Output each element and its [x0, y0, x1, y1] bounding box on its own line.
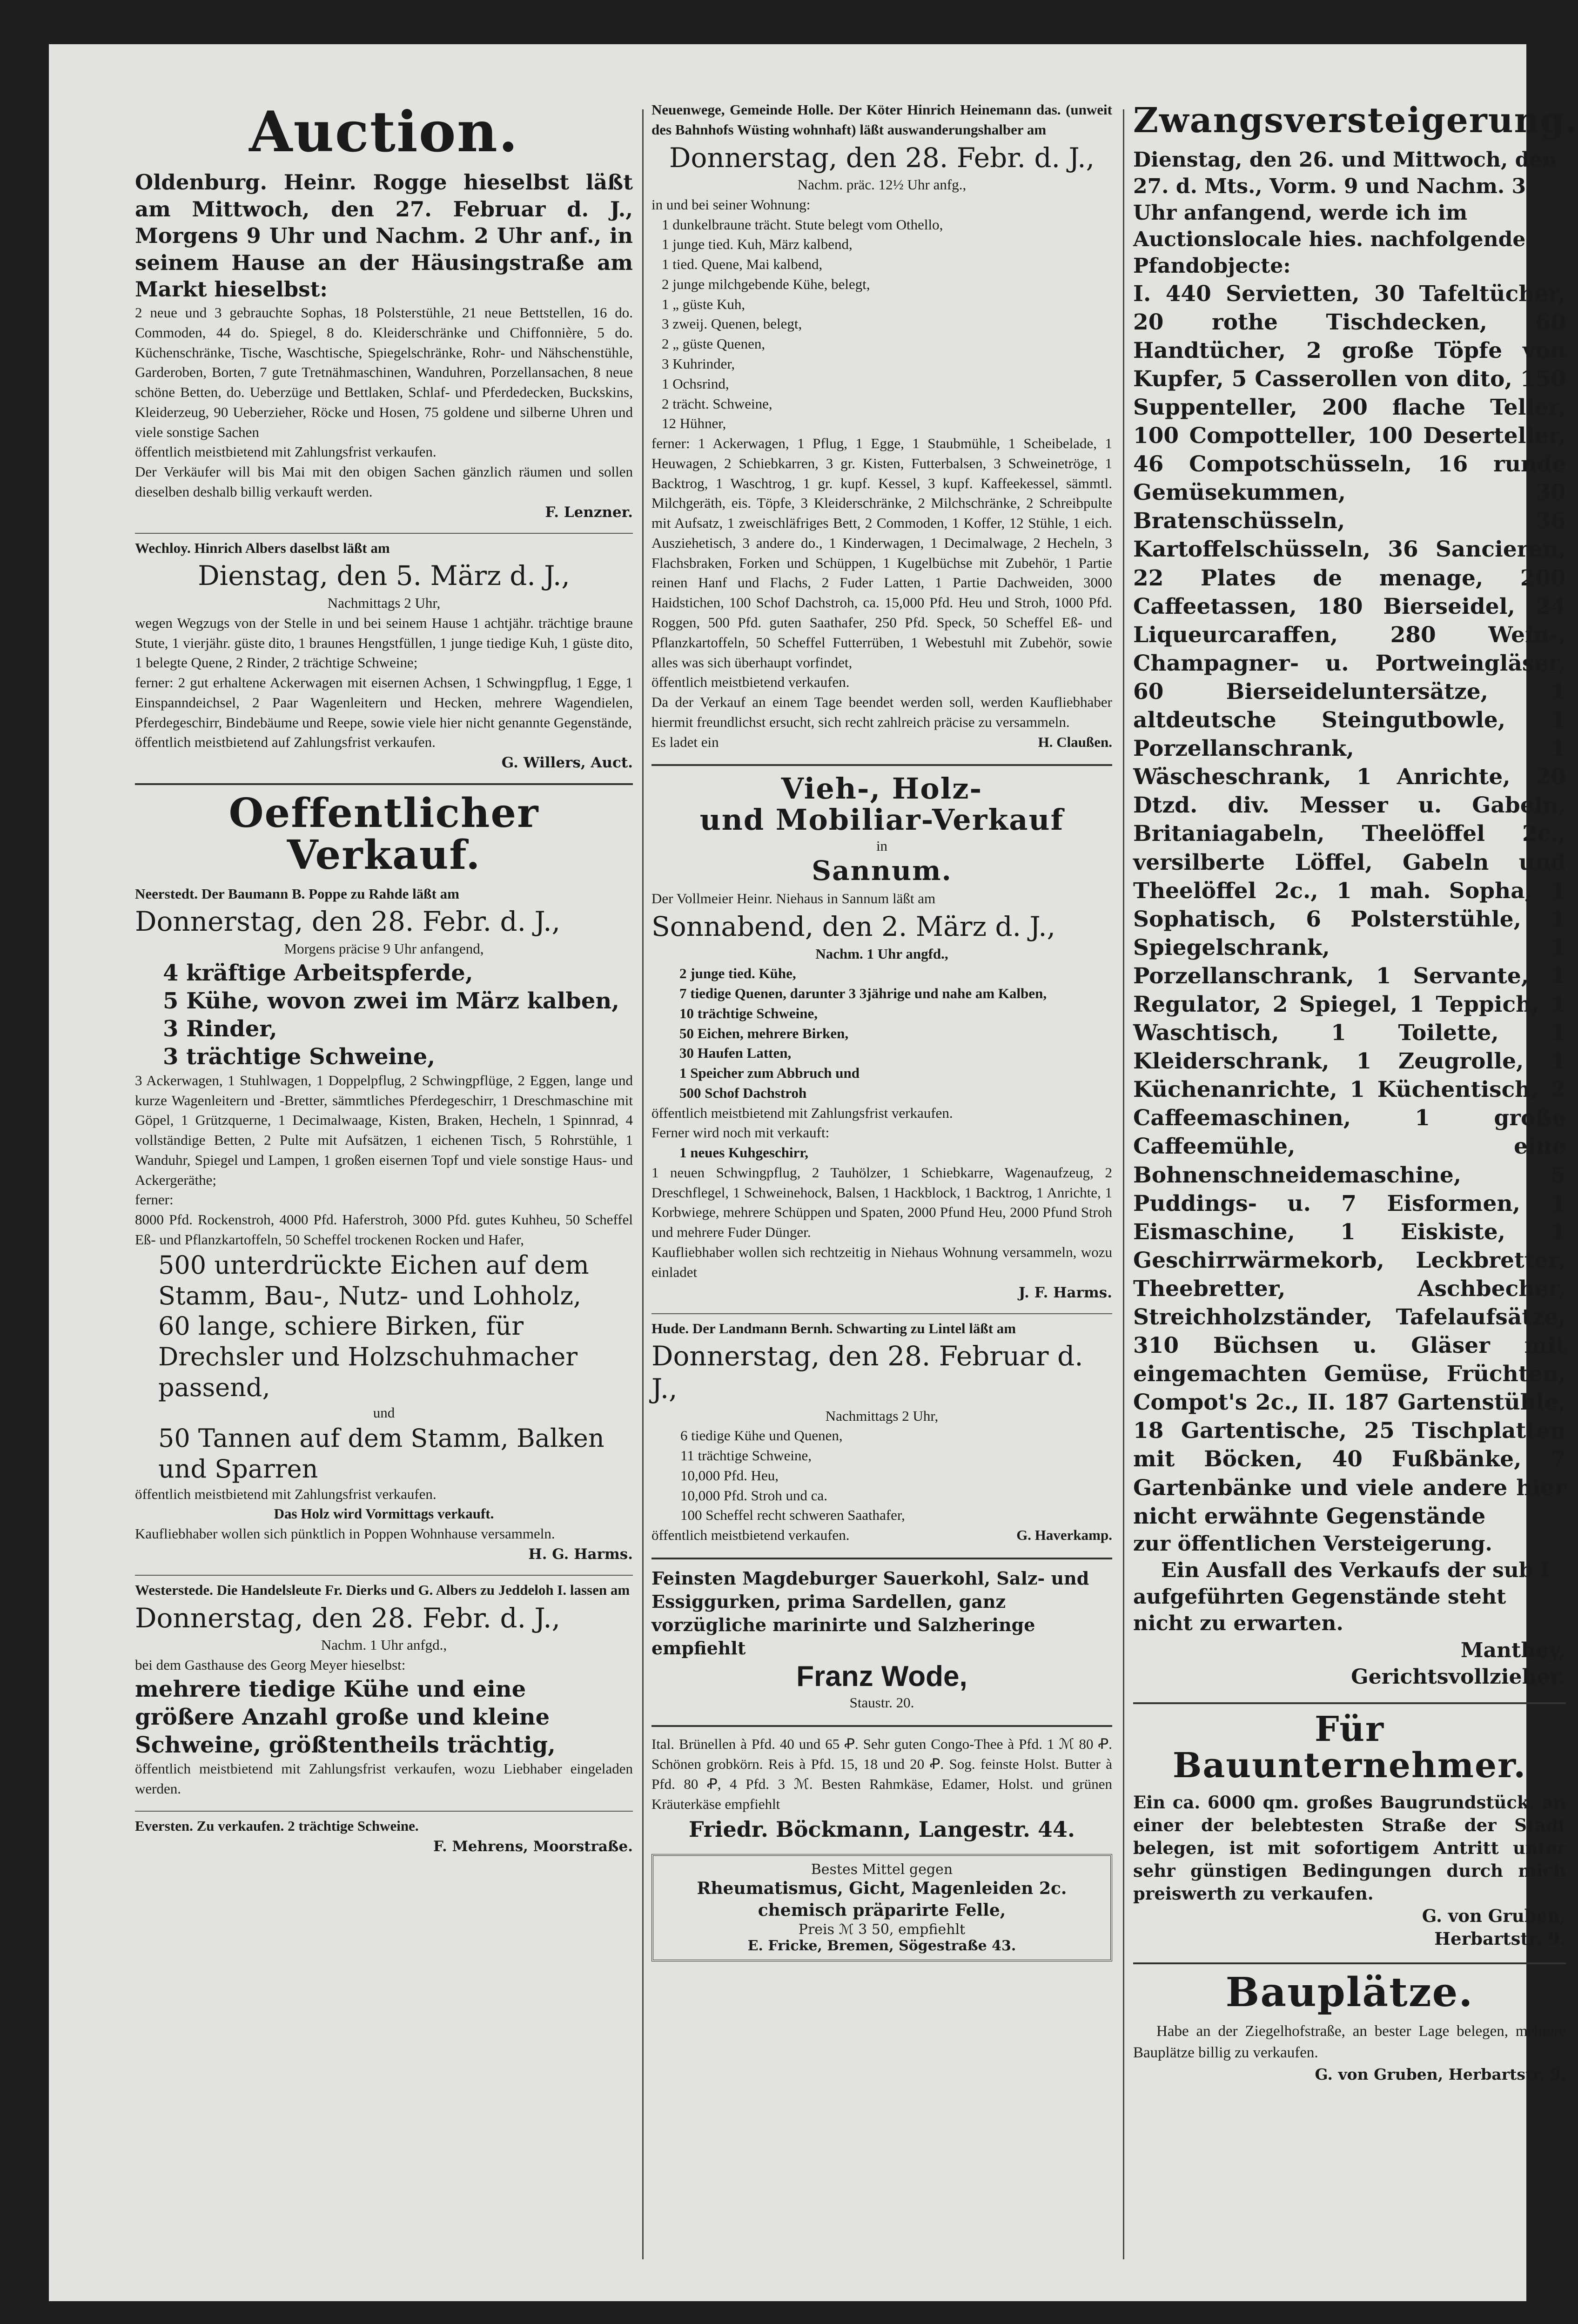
- ad-signature-row: [651, 1525, 1112, 1545]
- auction-ad: [135, 99, 633, 521]
- ad-title: Oeffentlicher Verkauf.: [228, 790, 539, 879]
- ad-item: 6 tiedige Kühe und Quenen,: [680, 1427, 843, 1444]
- zwangsversteigerung-ad: [1133, 101, 1578, 1690]
- ad-line: Preis ℳ 3 50, empfiehlt: [798, 1921, 966, 1938]
- ad-date: Dienstag, den 5. März d. J.,: [198, 560, 570, 592]
- ad-item: 50 Tannen auf dem Stamm, Balken und Sparren: [158, 1423, 604, 1484]
- ad-item: 500 Schof Dachstroh: [679, 1084, 807, 1101]
- ad-item: 500 unterdrückte Eichen auf dem Stamm, Bau-, Nutz- und Lohholz,: [158, 1250, 589, 1310]
- ad-signature: F. Mehrens, Moorstraße.: [433, 1838, 633, 1855]
- ad-item: 1 tied. Quene, Mai kalbend,: [662, 256, 823, 273]
- ad-signature-row: [651, 732, 1112, 752]
- ad-item: 2 „ güste Quenen,: [662, 336, 765, 352]
- ad-body-2: 8000 Pfd. Rockenstroh, 4000 Pfd. Haferstroh, 3000 Pfd. gutes Kuhheu, 50 Scheffel Eß- und Pflanzkartoffeln, 50 Scheffel trockenen Rocken und Hafer,: [135, 1211, 633, 1248]
- ad-terms: öffentlich meistbietend mit Zahlungsfrist verkaufen.: [135, 1485, 436, 1502]
- newspaper-page: [49, 44, 1578, 2301]
- ad-line: Rheumatismus, Gicht, Magenleiden 2c.: [697, 1879, 1067, 1899]
- ad-text: Habe an der Ziegelhofstraße, an bester Lage belegen, mehrere Bauplätze billig zu verkaufen.: [1133, 2023, 1566, 2061]
- ad-note: Der Verkäufer will bis Mai mit den obigen Sachen gänzlich räumen und sollen dieselben deshalb billig verkauft werden.: [135, 463, 633, 500]
- ad-head: Der Vollmeier Heinr. Niehaus in Sannum läßt am: [651, 890, 936, 907]
- divider: [135, 1811, 633, 1812]
- hude-ad: [651, 1319, 1112, 1545]
- column-rule: [1123, 109, 1124, 2259]
- divider: [651, 1725, 1112, 1727]
- ad-item: 1 „ güste Kuh,: [662, 296, 745, 312]
- ad-item: 1 neues Kuhgeschirr,: [679, 1144, 809, 1161]
- ad-item: 1 junge tied. Kuh, März kalbend,: [662, 236, 853, 253]
- ad-time: Nachm. präc. 12½ Uhr anfg.,: [797, 176, 967, 193]
- divider: [135, 783, 633, 785]
- ad-place: Sannum.: [812, 855, 952, 887]
- ad-item: 100 Scheffel recht schweren Saathafer,: [680, 1507, 905, 1524]
- ad-item: 2 junge tied. Kühe,: [679, 965, 796, 982]
- ad-body: ferner: 1 Ackerwagen, 1 Pflug, 1 Egge, 1 Staubmühle, 1 Scheibelade, 1 Heuwagen, 2 Schiebkarren, 3 gr. Kisten, Futterbalsen, 3 Schweinetröge, 1 Backtrog, 1 Waschtrog, 1 gr. kupf. Kessel, 3 kupf. Kaffeekessel, sämmtl. Milchgeräth, eis. Töpfe, 3 Kleiderschränke, 2 Milchschränke, 2 Schreibpulte mit Aufsatz, 1 zweischläfriges Bett, 2 Commoden, 1 Koffer, 12 Stühle, 1 eich. Ausziehetisch, 3 andere do., 1 Kinderwagen, 1 Decimalwage, 2 Hecheln, 3 Flachsbraken, Forken und Schüppen, 1 Kugelbüchse mit Zubehör, 1 Partie reinen Hanf und Flachs, 2 Fuder Latten, 1 Partie Dachweiden, 3000 Haidstichen, 100 Schof Dachstroh, ca. 15,000 Pfd. Heu und Stroh, 1000 Pfd. Roggen, 500 Pfd. guten Saathafer, 250 Pfd. Speck, 50 Scheffel Eß- und Pflanzkartoffeln, 50 Scheffel Futterrüben, 1 Webestuhl mit Zubehör, sowie alles was sich überhaupt vorfindet,: [651, 435, 1112, 671]
- ad-item: 10,000 Pfd. Stroh und ca.: [680, 1487, 828, 1504]
- ad-in: in: [876, 837, 888, 854]
- ad-time: Nachmittags 2 Uhr,: [327, 594, 441, 611]
- bauunternehmer-ad: [1133, 1709, 1566, 1950]
- ad-item: 5 Kühe, wovon zwei im März kalben,: [163, 987, 619, 1014]
- ad-time: Nachm. 1 Uhr angfd.,: [815, 945, 948, 962]
- ad-item: 1 dunkelbraune trächt. Stute belegt vom Othello,: [662, 216, 943, 233]
- ad-note: Ein Ausfall des Verkaufs der sub I aufgeführten Gegenstände steht nicht zu erwarten.: [1133, 1558, 1550, 1636]
- ad-head: Hude. Der Landmann Bernh. Schwarting zu Lintel läßt am: [651, 1320, 1016, 1337]
- ad-terms: öffentlich meistbietend verkaufen.: [651, 674, 850, 691]
- ad-title: Für Bauunternehmer.: [1172, 1709, 1527, 1786]
- wode-ad: [651, 1567, 1112, 1713]
- ad-item: 10 trächtige Schweine,: [679, 1005, 818, 1021]
- bauplaetze-ad: [1133, 1969, 1566, 2084]
- ad-signature: Manthey,: [1460, 1638, 1566, 1662]
- westerstede-ad: [135, 1580, 633, 1799]
- ad-signature: H. Claußen.: [1038, 733, 1112, 750]
- ad-terms: öffentlich meistbietend verkaufen.: [651, 1527, 850, 1544]
- ad-item: 10,000 Pfd. Heu,: [680, 1467, 779, 1484]
- ad-item: 4 kräftige Arbeitspferde,: [163, 960, 473, 986]
- ad-title-2: und Mobiliar-Verkauf: [699, 803, 1064, 837]
- ad-item: 30 Haufen Latten,: [679, 1045, 792, 1061]
- column-1: [135, 100, 633, 2259]
- ad-item: 7 tiedige Quenen, darunter 3 3jährige und nahe am Kalben,: [679, 985, 1047, 1002]
- divider: [1133, 1962, 1566, 1964]
- ad-date: Sonnabend, den 2. März d. J.,: [651, 910, 1056, 942]
- column-2: [651, 100, 1112, 2259]
- divider: [651, 1558, 1112, 1559]
- ad-head: Neerstedt. Der Baumann B. Poppe zu Rahde läßt am: [135, 885, 459, 902]
- ad-text: Eversten. Zu verkaufen. 2 trächtige Schweine.: [135, 1818, 419, 1834]
- ad-head: Wechloy. Hinrich Albers daselbst läßt am: [135, 539, 390, 556]
- ad-item-joiner: und: [373, 1404, 395, 1421]
- ad-text: Feinsten Magdeburger Sauerkohl, Salz- und Essiggurken, prima Sardellen, ganz vorzügliche marinirte und Salzheringe empfiehlt: [651, 1567, 1089, 1659]
- boeckmann-ad: [651, 1734, 1112, 1842]
- ad-time: Morgens präcise 9 Uhr anfangend,: [284, 940, 484, 957]
- ad-note: Kaufliebhaber wollen sich pünktlich in Poppen Wohnhause versammeln.: [135, 1525, 555, 1542]
- ad-item: 2 trächt. Schweine,: [662, 395, 772, 412]
- ad-terms: öffentlich meistbietend auf Zahlungsfrist verkaufen.: [135, 734, 436, 751]
- ad-outro: zur öffentlichen Versteigerung.: [1133, 1531, 1492, 1556]
- ad-signature: E. Fricke, Bremen, Sögestraße 43.: [747, 1937, 1016, 1954]
- ad-address: Staustr. 20.: [849, 1694, 914, 1711]
- ad-item: 50 Eichen, mehrere Birken,: [679, 1025, 849, 1041]
- ad-body: wegen Wegzugs von der Stelle in und bei seinem Hause 1 achtjähr. trächtige braune Stute, 1 vierjähr. güste dito, 1 braunes Hengstfüllen, 1 junge tiedige Kuh, 1 güste dito, 1 belegte Quene, 2 Rinder, 2 trächtige Schweine;: [135, 614, 633, 671]
- ad-terms: öffentlich meistbietend mit Zahlungsfrist verkaufen.: [651, 1104, 953, 1121]
- ad-date: Donnerstag, den 28. Febr. d. J.,: [135, 906, 561, 938]
- ad-note: Kaufliebhaber wollen sich rechtzeitig in Niehaus Wohnung versammeln, wozu einladet: [651, 1244, 1112, 1280]
- verkauf-ad: [135, 790, 633, 1563]
- ad-item: 2 junge milchgebende Kühe, belegt,: [662, 275, 870, 292]
- ad-signature: G. Haverkamp.: [1016, 1527, 1112, 1544]
- ad-date: Donnerstag, den 28. Febr. d. J.,: [669, 141, 1095, 174]
- ad-body: 3 Ackerwagen, 1 Stuhlwagen, 1 Doppelpflug, 2 Schwingpflüge, 2 Eggen, lange und kurze Wagenleitern und -Bretter, sämmtliches Pferdegeschirr, 1 Dreschmaschine mit Göpel, 1 Grützquerne, 1 Decimalwaage, Kisten, Braken, Hecheln, 1 Spinnrad, 4 vollständige Betten, 2 Pulte mit Aufsätzen, 1 eichenen Tisch, 5 Rohrstühle, 1 Wanduhr, Spiegel und Lampen, 1 großen eisernen Topf und viele sonstige Haus- und Ackergeräthe;: [135, 1072, 633, 1188]
- ad-signature: H. G. Harms.: [528, 1545, 633, 1563]
- column-rule: [642, 109, 644, 2259]
- ad-line: Bestes Mittel gegen: [811, 1861, 953, 1878]
- ad-lead: Dienstag, den 26. und Mittwoch, den 27. d. Mts., Vorm. 9 und Nachm. 3 Uhr anfangend, werde ich im Auctionslocale hies. nachfolgende Pfandobjecte:: [1133, 148, 1558, 278]
- ad-body: bei dem Gasthause des Georg Meyer hieselbst:: [135, 1657, 406, 1673]
- ad-signature: G. von Gruben, Herbartstr. 9.: [1315, 2065, 1566, 2084]
- neuenwege-ad: [651, 100, 1112, 752]
- ad-body: 2 neue und 3 gebrauchte Sophas, 18 Polsterstühle, 21 neue Bettstellen, 16 do. Commoden, 44 do. Spiegel, 8 do. Kleiderschränke und Chiffonnière, 5 do. Küchenschränke, Tische, Waschtische, Spiegelschränke, Rohr- und Nähschenstühle, Garderoben, Borten, 7 gute Tretnähmaschinen, Wanduhren, Porzellansachen, 8 neue schöne Betten, do. Ueberzüge und Bettlaken, Schlaf- und Pferdedecken, Buckskins, Kleiderzeug, 90 Ueberzieher, Röcke und Hosen, 75 goldene und silberne Uhren und viele sonstige Sachen: [135, 304, 633, 440]
- ad-item: 60 lange, schiere Birken, für Drechsler und Holzschuhmacher passend,: [158, 1311, 578, 1403]
- ad-line: chemisch präparirte Felle,: [758, 1901, 1006, 1921]
- ad-signature: J. F. Harms.: [1018, 1284, 1112, 1301]
- ad-item: 11 trächtige Schweine,: [680, 1447, 812, 1464]
- ad-title: Bauplätze.: [1225, 1969, 1474, 2016]
- ad-note: Da der Verkauf an einem Tage beendet werden soll, werden Kaufliebhaber hiermit freundlichst ersucht, sich recht zahlreich präcise zu versammeln.: [651, 694, 1112, 730]
- wechloy-ad: [135, 538, 633, 771]
- ad-text: Ein ca. 6000 qm. großes Baugrundstück, an einer der belebtesten Straße der Stadt belegen, ist mit sofortigem Antritt unter sehr günstigen Bedingungen durch mich preiswerth zu verkaufen.: [1133, 1792, 1566, 1904]
- ad-item: 3 zweij. Quenen, belegt,: [662, 316, 802, 332]
- divider: [1133, 1702, 1566, 1704]
- ad-item: 3 Rinder,: [163, 1015, 277, 1042]
- ad-item: 1 Speicher zum Abbruch und: [679, 1065, 860, 1081]
- divider: [651, 764, 1112, 766]
- ad-signature-title: Gerichtsvollzieher.: [1351, 1665, 1566, 1689]
- ad-signature: G. Willers, Auct.: [501, 754, 633, 772]
- ad-head: Westerstede. Die Handelsleute Fr. Dierks und G. Albers zu Jeddeloh I. lassen am: [135, 1581, 630, 1598]
- ad-item: 1 Ochsrind,: [662, 375, 729, 392]
- ad-time: Nachm. 1 Uhr anfgd.,: [321, 1637, 447, 1653]
- ad-lead: Oldenburg. Heinr. Rogge hieselbst läßt am Mittwoch, den 27. Februar d. J., Morgens 9 Uhr und Nachm. 2 Uhr anf., in seinem Hause an der Häusingstraße am Markt hieselbst:: [135, 170, 633, 302]
- ad-title: Auction.: [249, 99, 519, 165]
- divider: [135, 533, 633, 534]
- divider: [135, 1575, 633, 1576]
- ad-holz-note: Das Holz wird Vormittags verkauft.: [274, 1505, 494, 1522]
- ad-address: Herbartstr. 9.: [1434, 1928, 1566, 1949]
- ad-ferner: Ferner wird noch mit verkauft:: [651, 1124, 830, 1141]
- ad-ferner: ferner:: [135, 1191, 174, 1208]
- ad-intro: in und bei seiner Wohnung:: [651, 196, 811, 213]
- ad-title: Zwangsversteigerung.: [1133, 101, 1578, 141]
- column-3: [1133, 100, 1578, 2259]
- ad-items: mehrere tiedige Kühe und eine größere Anzahl große und kleine Schweine, größtentheils trächtig,: [135, 1676, 556, 1758]
- ad-date: Donnerstag, den 28. Febr. d. J.,: [135, 1602, 561, 1634]
- ad-time: Nachmittags 2 Uhr,: [825, 1407, 939, 1424]
- ad-item: 3 Kuhrinder,: [662, 356, 735, 372]
- ad-items: I. 440 Servietten, 30 Tafeltücher, 20 rothe Tischdecken, 60 Handtücher, 2 große Töpfe von Kupfer, 5 Casserollen von dito, 150 Suppenteller, 200 flache Teller, 100 Compotteller, 100 Deserteller, 46 Compotschüsseln, 16 runde Gemüsekummen, 30 Bratenschüsseln, 36 Kartoffelschüsseln, 36 Sancieren, 22 Plates de menage, 200 Caffeetassen, 180 Bierseidel, 24 Liqueurcaraffen, 280 Wein-, Champagner- u. Portweingläser, 60 Bierseideluntersätze, 1 altdeutsche Steingutbowle, 1 Porzellanschrank, 1 Wäscheschrank, 1 Anrichte, 20 Dtzd. div. Messer u. Gabeln, Britaniagabeln, Theelöffel 2c., versilberte Löffel, Gabeln und Theelöffel 2c., 1 mah. Sopha, 1 Sophatisch, 6 Polsterstühle, 1 Spiegelschrank, 1 Porzellanschrank, 1 Servante, 1 Regulator, 2 Spiegel, 1 Teppich, 1 Waschtisch, 1 Toilette, 1 Kleiderschrank, 1 Zeugrolle, 1 Küchenanrichte, 1 Küchentisch, 2 Caffeemaschinen, 1 große Caffeemühle, eine Bohnenschneidemaschine, 5 Puddings- u. 7 Eisformen, 1 Eismaschine, 1 Eiskiste, 1 Geschirrwärmekorb, Leckbretter, Theebretter, Aschbecher, Streichholzständer, Tafelaufsätze, 310 Büchsen u. Gläser mit eingemachten Gemüse, Früchten, Compot's 2c., II. 187 Gartenstühle, 18 Gartentische, 25 Tischplatten mit Böcken, 40 Fußbänke, 7 Gartenbänke und viele andere hier nicht erwähnte Gegenstände: [1133, 281, 1566, 1529]
- divider: [651, 1313, 1112, 1314]
- ad-signature: G. von Gruben,: [1422, 1906, 1566, 1927]
- ad-body: 1 neuen Schwingpflug, 2 Tauhölzer, 1 Schiebkarre, Wagenaufzeug, 2 Dreschflegel, 1 Schweinehock, Balsen, 1 Hackblock, 1 Backtrog, 1 Anrichte, 1 Korbwiege, mehrere Schüppen und Spaten, 2000 Pfund Heu, 2000 Pfund Stroh und mehrere Fuder Dünger.: [651, 1164, 1112, 1241]
- ad-body-2: ferner: 2 gut erhaltene Ackerwagen mit eisernen Achsen, 1 Schwingpflug, 1 Egge, 1 Einspanndeichsel, 2 Paar Wagenleitern und Hecken, mehrere Wagendielen, Pferdegeschirr, Bindebäume und Reepe, sowie viele hier nicht genannte Gegenstände,: [135, 674, 633, 731]
- ad-head: Neuenwege, Gemeinde Holle. Der Köter Hinrich Heinemann das. (unweit des Bahnhofs Wüsting wohnhaft) läßt auswanderungshalber am: [651, 101, 1112, 138]
- ad-item: 12 Hühner,: [662, 415, 726, 432]
- ad-terms: öffentlich meistbietend mit Zahlungsfrist verkaufen, wozu Liebhaber eingeladen werden.: [135, 1760, 633, 1797]
- ad-date: Donnerstag, den 28. Februar d. J.,: [651, 1340, 1083, 1404]
- ad-signature: Friedr. Böckmann, Langestr. 44.: [688, 1817, 1075, 1842]
- ad-name: Franz Wode,: [796, 1660, 967, 1693]
- ad-text: Ital. Brünellen à Pfd. 40 und 65 Ꝓ. Sehr guten Congo-Thee à Pfd. 1 ℳ 80 Ꝓ. Schönen grobkörn. Reis à Pfd. 15, 18 und 20 Ꝓ. Sog. feinste Holst. Butter à Pfd. 80 Ꝓ, 4 Pfd. 3 ℳ. Besten Rahmkäse, Edamer, Holst. und grünen Kräuterkäse empfiehlt: [651, 1736, 1112, 1812]
- ad-item: 3 trächtige Schweine,: [163, 1043, 436, 1070]
- sannum-ad: [651, 773, 1112, 1301]
- ad-signature-lead: Es ladet ein: [651, 733, 719, 750]
- ad-signature: F. Lenzner.: [545, 504, 633, 521]
- eversten-ad: [135, 1816, 633, 1855]
- fricke-ad: [651, 1854, 1112, 1961]
- ad-title: Vieh-, Holz-: [781, 772, 983, 806]
- ad-terms: öffentlich meistbietend mit Zahlungsfrist verkaufen.: [135, 443, 436, 460]
